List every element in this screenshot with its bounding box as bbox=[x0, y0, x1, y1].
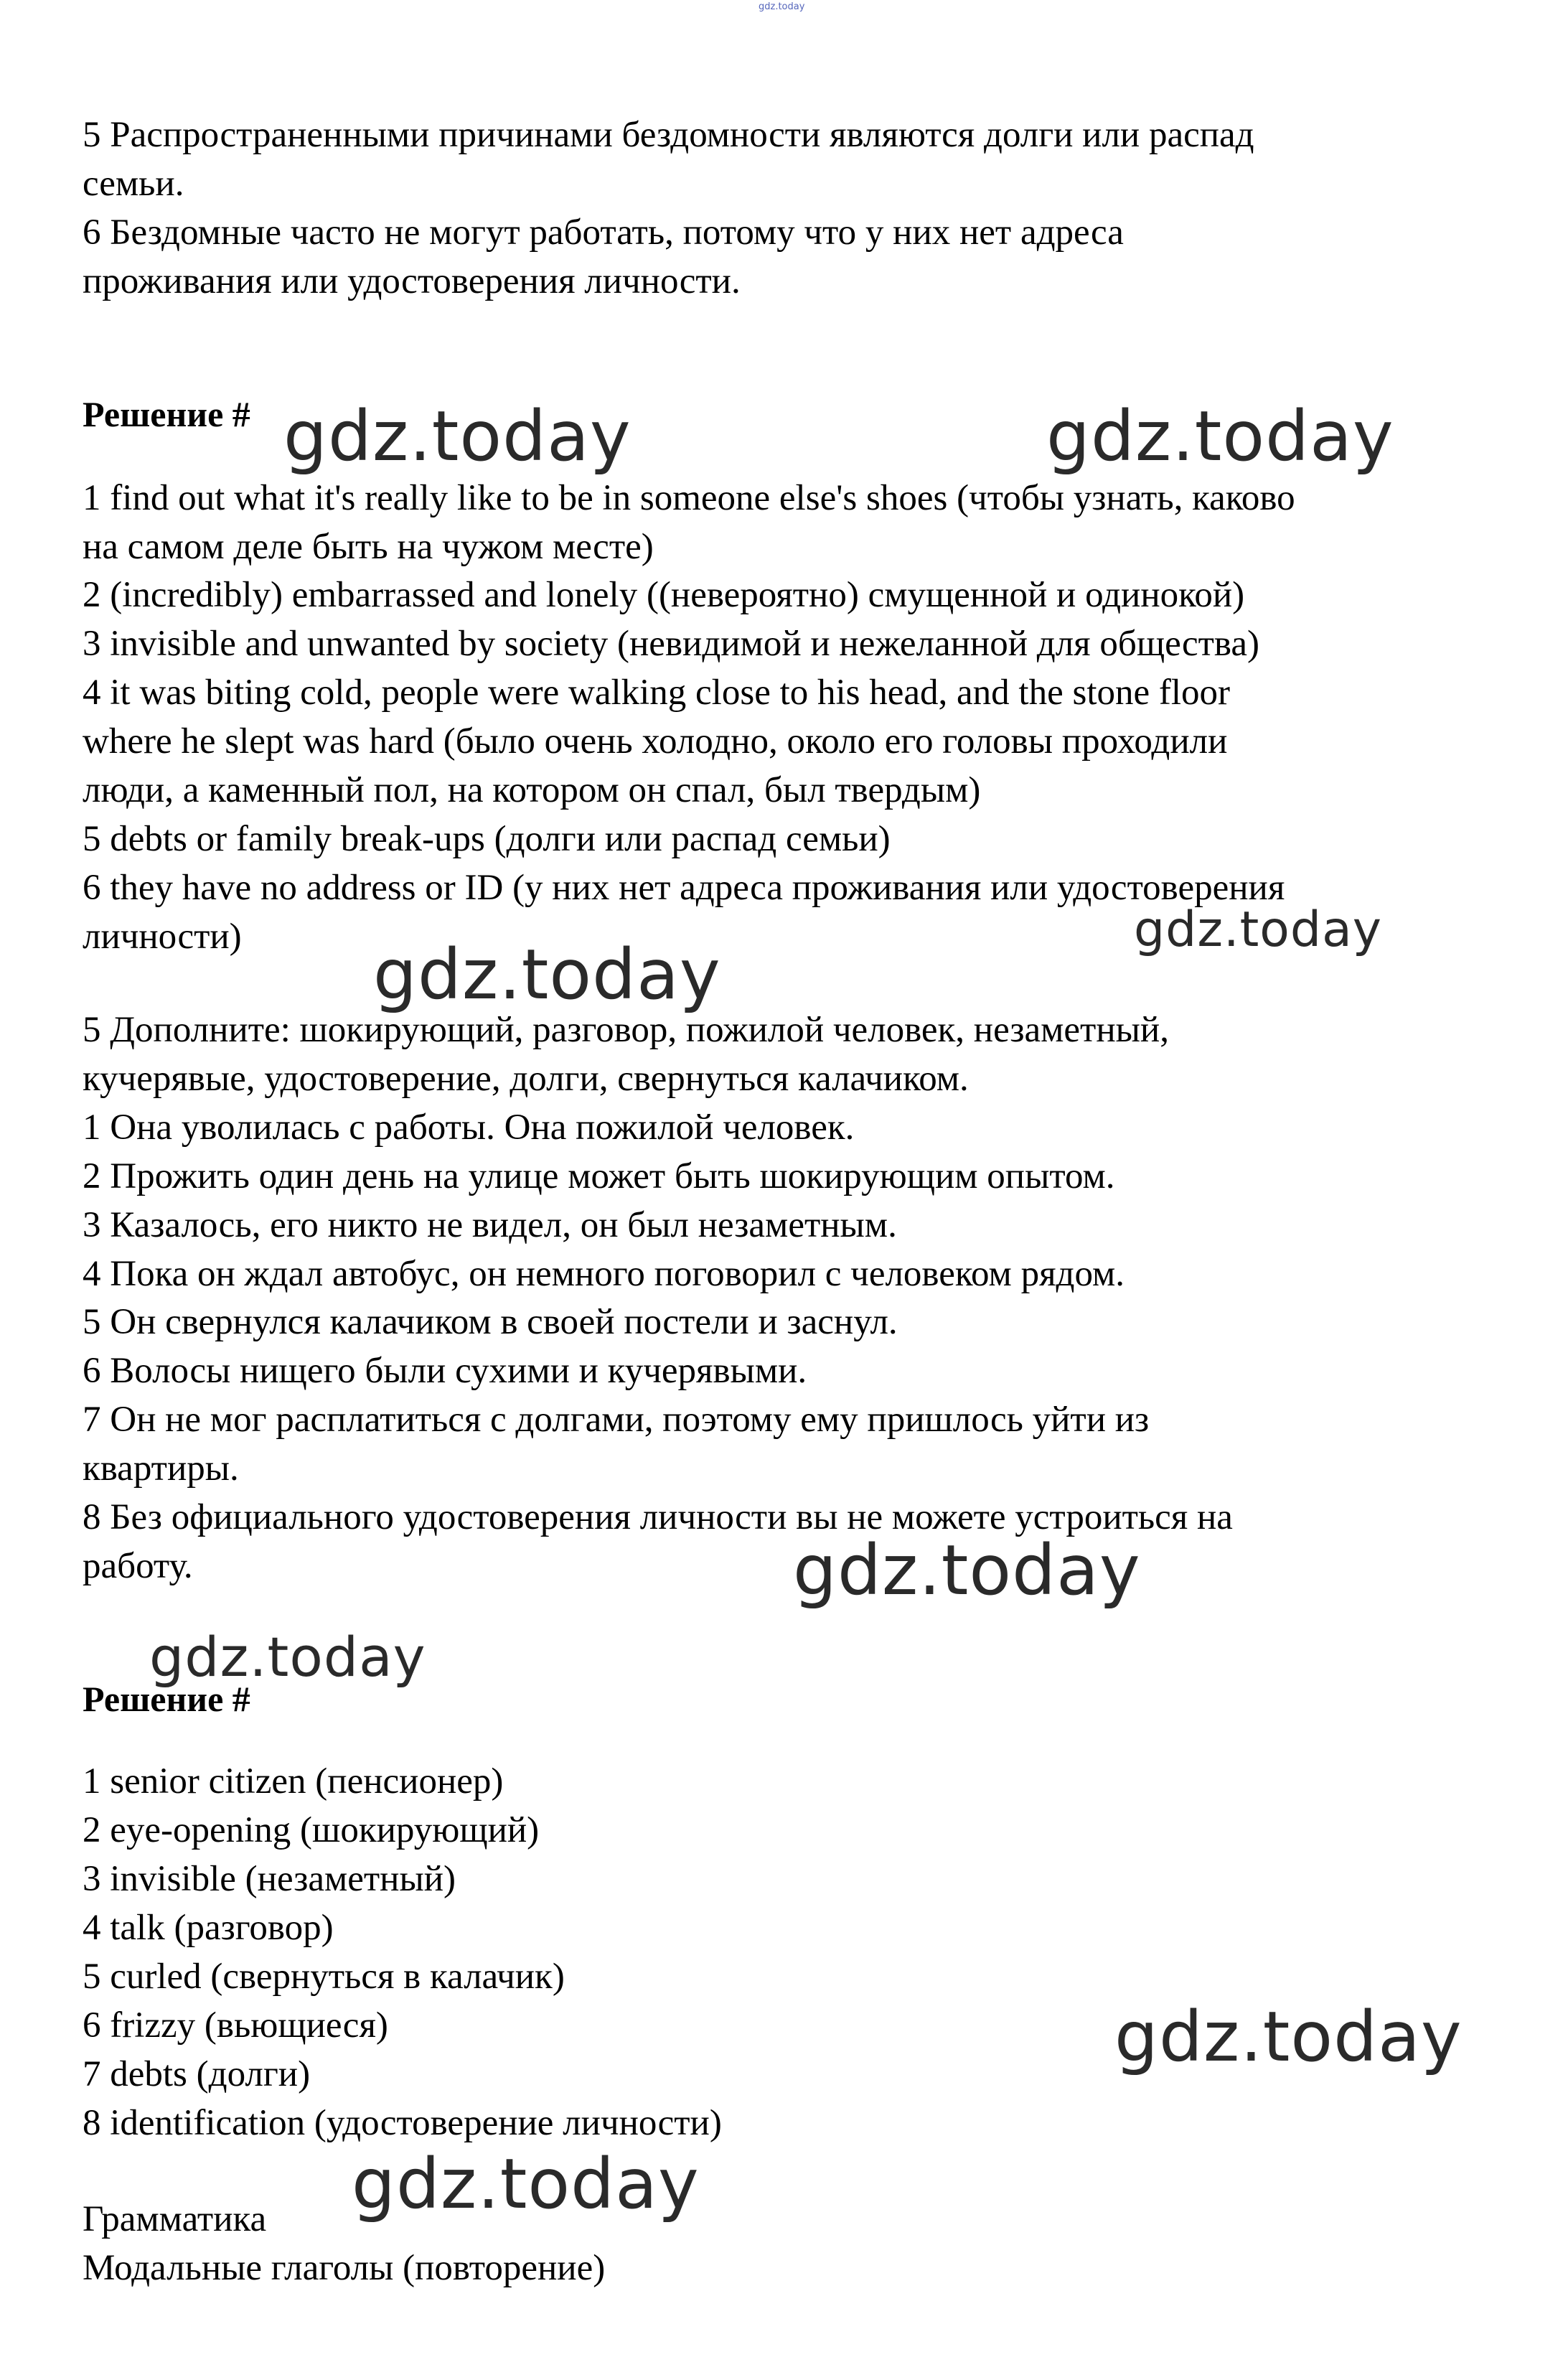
text-line: 6 Бездомные часто не могут работать, потому что у них нет адреса bbox=[83, 212, 1124, 253]
watermark: gdz.today bbox=[352, 2144, 700, 2224]
text-line: люди, а каменный пол, на котором он спал, был твердым) bbox=[83, 770, 981, 810]
watermark: gdz.today bbox=[149, 1625, 426, 1689]
text-line: 3 Казалось, его никто не видел, он был незаметным. bbox=[83, 1205, 897, 1245]
solution-heading: Решение # bbox=[83, 1679, 250, 1719]
text-line: 5 Распространенными причинами бездомности являются долги или распад bbox=[83, 115, 1254, 155]
text-line: 6 they have no address or ID (у них нет адреса проживания или удостоверения bbox=[83, 868, 1285, 908]
watermark: gdz.today bbox=[283, 396, 632, 477]
text-line: 6 frizzy (вьющиеся) bbox=[83, 2005, 388, 2046]
text-line: кучерявые, удостоверение, долги, свернуться калачиком. bbox=[83, 1059, 969, 1099]
text-line: квартиры. bbox=[83, 1448, 239, 1489]
text-line: where he slept was hard (было очень холодно, около его головы проходили bbox=[83, 721, 1228, 762]
text-line: 4 Пока он ждал автобус, он немного поговорил с человеком рядом. bbox=[83, 1254, 1125, 1294]
watermark: gdz.today bbox=[373, 934, 721, 1015]
text-line: 6 Волосы нищего были сухими и кучерявыми. bbox=[83, 1351, 807, 1391]
text-line: 5 Он свернулся калачиком в своей постели и заснул. bbox=[83, 1302, 898, 1342]
watermark: gdz.today bbox=[1134, 901, 1382, 958]
text-line: личности) bbox=[83, 917, 242, 957]
text-line: 2 Прожить один день на улице может быть шокирующим опытом. bbox=[83, 1156, 1115, 1196]
text-line: проживания или удостоверения личности. bbox=[83, 261, 741, 301]
text-line: 4 talk (разговор) bbox=[83, 1908, 334, 1948]
text-line: 3 invisible (незаметный) bbox=[83, 1859, 456, 1899]
watermark: gdz.today bbox=[1114, 1997, 1463, 2077]
text-line: 2 eye-opening (шокирующий) bbox=[83, 1810, 540, 1850]
text-line: 5 Дополните: шокирующий, разговор, пожилой человек, незаметный, bbox=[83, 1010, 1169, 1050]
text-line: 2 (incredibly) embarrassed and lonely ((невероятно) смущенной и одинокой) bbox=[83, 575, 1245, 615]
text-line: 8 Без официального удостоверения личности вы не можете устроиться на bbox=[83, 1497, 1233, 1537]
text-line: 5 debts or family break-ups (долги или распад семьи) bbox=[83, 819, 891, 859]
text-line: работу. bbox=[83, 1546, 193, 1586]
text-line: 8 identification (удостоверение личности) bbox=[83, 2103, 722, 2143]
text-line: 4 it was biting cold, people were walking close to his head, and the stone floor bbox=[83, 673, 1231, 713]
header-watermark: gdz.today bbox=[759, 1, 805, 12]
watermark: gdz.today bbox=[1046, 396, 1394, 477]
solution-heading: Решение # bbox=[83, 394, 250, 434]
text-line: 5 curled (свернуться в калачик) bbox=[83, 1957, 565, 1997]
text-line: 1 find out what it's really like to be in someone else's shoes (чтобы узнать, каково bbox=[83, 478, 1295, 518]
text-line: Модальные глаголы (повторение) bbox=[83, 2248, 606, 2288]
text-line: 3 invisible and unwanted by society (невидимой и нежеланной для общества) bbox=[83, 624, 1259, 664]
text-line: 7 Он не мог расплатиться с долгами, поэтому ему пришлось уйти из bbox=[83, 1400, 1150, 1440]
text-line: семьи. bbox=[83, 164, 184, 204]
text-line: 1 senior citizen (пенсионер) bbox=[83, 1761, 504, 1802]
text-line: 1 Она уволилась с работы. Она пожилой человек. bbox=[83, 1107, 855, 1148]
watermark: gdz.today bbox=[793, 1530, 1141, 1611]
text-line: на самом деле быть на чужом месте) bbox=[83, 527, 654, 567]
text-line: 7 debts (долги) bbox=[83, 2054, 311, 2094]
section-heading: Грамматика bbox=[83, 2199, 267, 2239]
